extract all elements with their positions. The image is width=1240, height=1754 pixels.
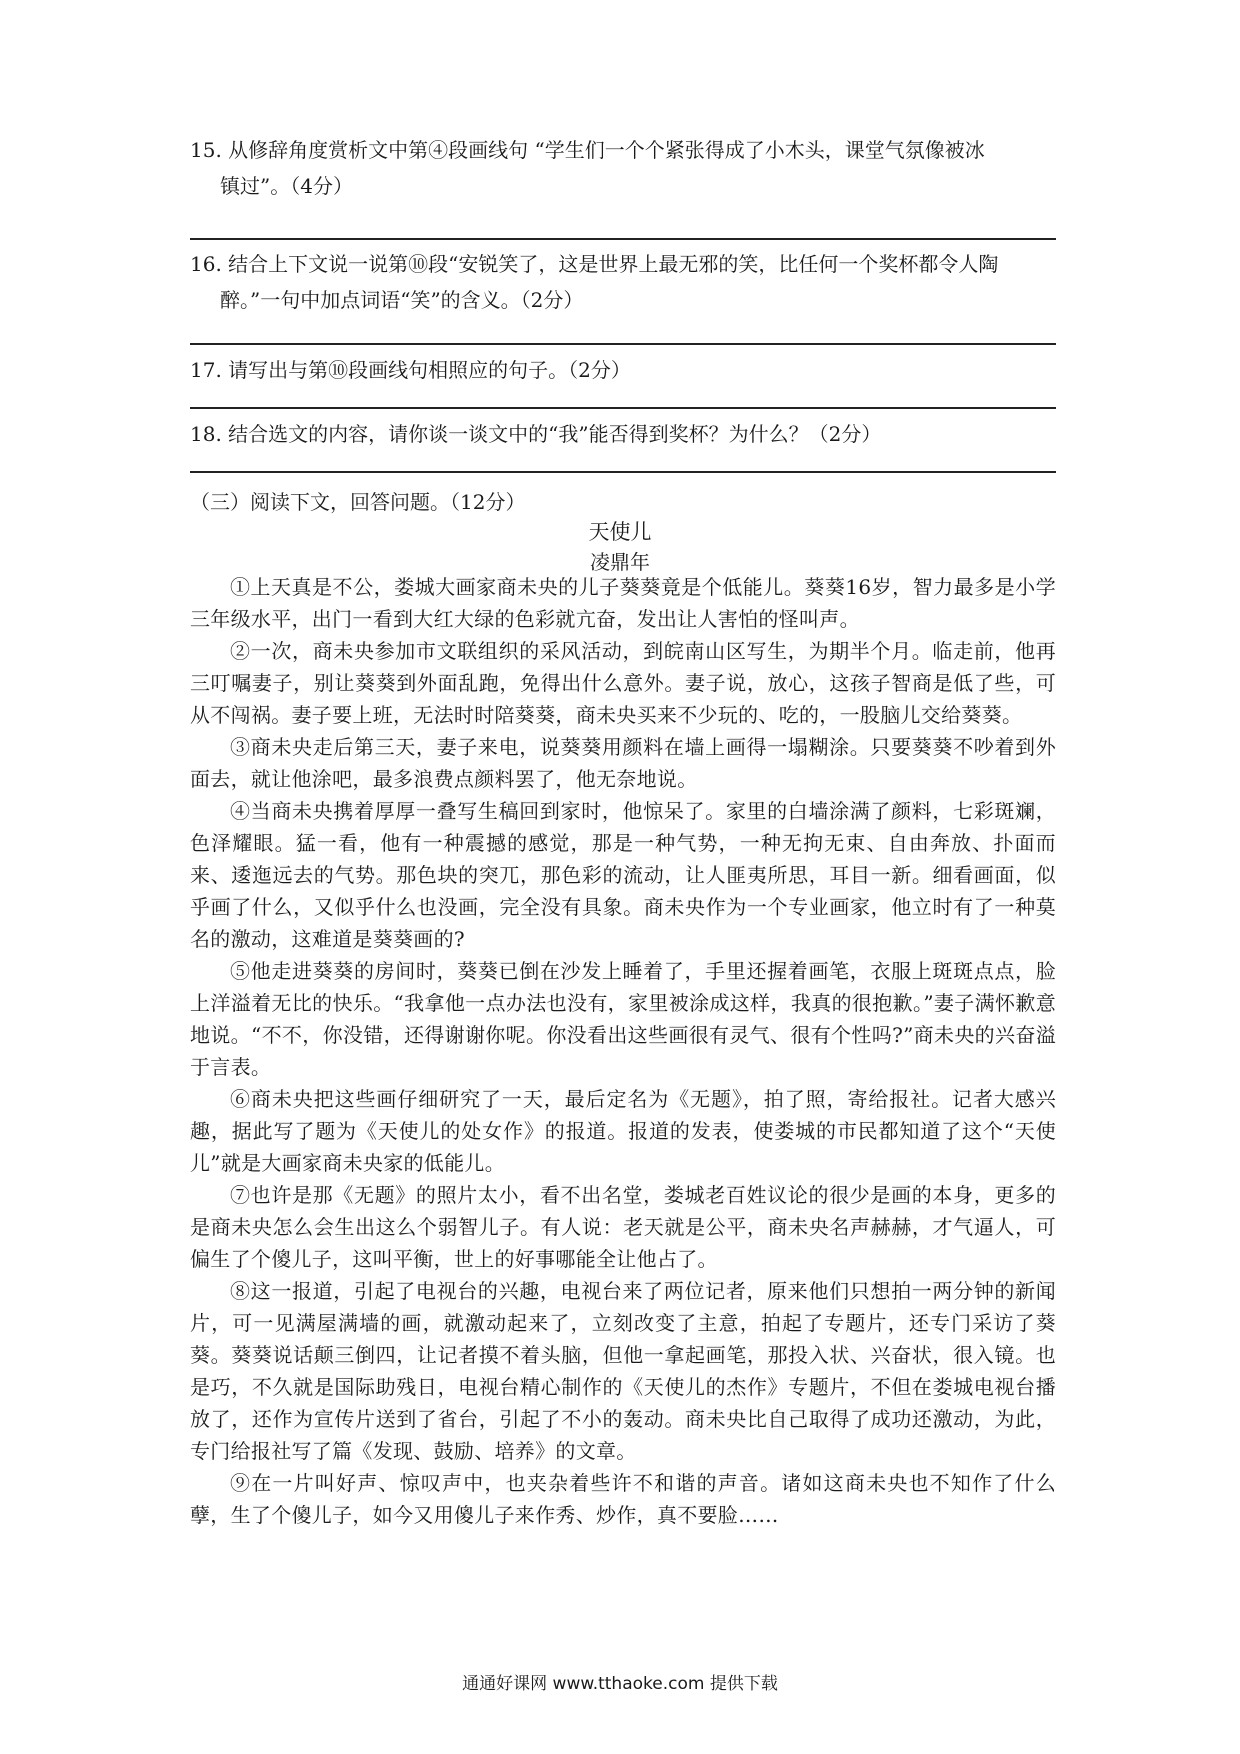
article-title: 天使儿 — [588, 520, 652, 544]
answer-line — [190, 238, 1056, 240]
article-author: 凌鼎年 — [590, 550, 650, 574]
answer-line — [190, 343, 1056, 345]
answer-line — [190, 471, 1056, 473]
article-paragraph: ⑨在一片叫好声、惊叹声中，也夹杂着些许不和谐的声音。诸如这商未央也不知作了什么孽，生了个傻儿子，如今又用傻儿子来作秀、炒作，真不要脸…… — [190, 1471, 1056, 1527]
question-18 — [190, 416, 1060, 452]
article-paragraph: ⑧这一报道，引起了电视台的兴趣，电视台来了两位记者，原来他们只想拍一两分钟的新闻片，可一见满屋满墙的画，就激动起来了，立刻改变了主意，拍起了专题片，还专门采访了葵葵。葵葵说话颠三倒四，让记者摸不着头脑，但他一拿起画笔，那投入状、兴奋状，很入镜。也是巧，不久就是国际助残日，电视台精心制作的《天使儿的杰作》专题片，不但在娄城电视台播放了，还作为宣传片送到了省台，引起了不小的轰动。商未央比自己取得了成功还激动，为此，专门给报社写了篇《发现、鼓励、培养》的文章。 — [190, 1279, 1056, 1463]
question-text: 17. 请写出与第⑩段画线句相照应的句子。（2分） — [190, 358, 631, 382]
question-text: 15. 从修辞角度赏析文中第④段画线句 “学生们一个个紧张得成了小木头，课堂气氛像被冰 — [190, 138, 985, 162]
question-15 — [190, 132, 1060, 204]
question-17 — [190, 352, 1060, 388]
article-paragraph: ③商未央走后第三天，妻子来电，说葵葵用颜料在墙上画得一塌糊涂。只要葵葵不吵着到外面去，就让他涂吧，最多浪费点颜料罢了，他无奈地说。 — [190, 735, 1056, 791]
question-text-cont: 镇过”。（4分） — [220, 174, 353, 198]
article-paragraph: ①上天真是不公，娄城大画家商未央的儿子葵葵竟是个低能儿。葵葵16岁，智力最多是小学三年级水平，出门一看到大红大绿的色彩就亢奋，发出让人害怕的怪叫声。 — [190, 575, 1056, 631]
question-16 — [190, 246, 1060, 318]
answer-line — [190, 407, 1056, 409]
article-paragraph: ⑥商未央把这些画仔细研究了一天，最后定名为《无题》，拍了照，寄给报社。记者大感兴趣，据此写了题为《天使儿的处女作》的报道。报道的发表，使娄城的市民都知道了这个“天使儿”就是大画家商未央家的低能儿。 — [190, 1087, 1056, 1175]
section-heading: （三）阅读下文，回答问题。（12分） — [190, 490, 526, 514]
question-text: 16. 结合上下文说一说第⑩段“安锐笑了，这是世界上最无邪的笑，比任何一个奖杯都令人陶 — [190, 252, 999, 276]
article-paragraph: ⑤他走进葵葵的房间时，葵葵已倒在沙发上睡着了，手里还握着画笔，衣服上斑斑点点，脸上洋溢着无比的快乐。“我拿他一点办法也没有，家里被涂成这样，我真的很抱歉。”妻子满怀歉意地说。“不不，你没错，还得谢谢你呢。你没看出这些画很有灵气、很有个性吗?”商未央的兴奋溢于言表。 — [190, 959, 1056, 1079]
article-body — [190, 571, 1056, 1531]
article-paragraph: ②一次，商未央参加市文联组织的采风活动，到皖南山区写生，为期半个月。临走前，他再三叮嘱妻子，别让葵葵到外面乱跑，免得出什么意外。妻子说，放心，这孩子智商是低了些，可从不闯祸。妻子要上班，无法时时陪葵葵，商未央买来不少玩的、吃的，一股脑儿交给葵葵。 — [190, 639, 1056, 727]
page-footer: 通通好课网 www.tthaoke.com 提供下载 — [462, 1674, 778, 1694]
question-text-cont: 醉。”一句中加点词语“笑”的含义。（2分） — [220, 288, 584, 312]
question-text: 18. 结合选文的内容，请你谈一谈文中的“我”能否得到奖杯？为什么？（2分） — [190, 422, 882, 446]
article-paragraph: ④当商未央携着厚厚一叠写生稿回到家时，他惊呆了。家里的白墙涂满了颜料，七彩斑斓，色泽耀眼。猛一看，他有一种震撼的感觉，那是一种气势，一种无拘无束、自由奔放、扑面而来、逶迤远去的气势。那色块的突兀，那色彩的流动，让人匪夷所思，耳目一新。细看画面，似乎画了什么，又似乎什么也没画，完全没有具象。商未央作为一个专业画家，他立时有了一种莫名的激动，这难道是葵葵画的? — [190, 799, 1056, 951]
article-paragraph: ⑦也许是那《无题》的照片太小，看不出名堂，娄城老百姓议论的很少是画的本身，更多的是商未央怎么会生出这么个弱智儿子。有人说：老天就是公平，商未央名声赫赫，才气逼人，可偏生了个傻儿子，这叫平衡，世上的好事哪能全让他占了。 — [190, 1183, 1056, 1271]
